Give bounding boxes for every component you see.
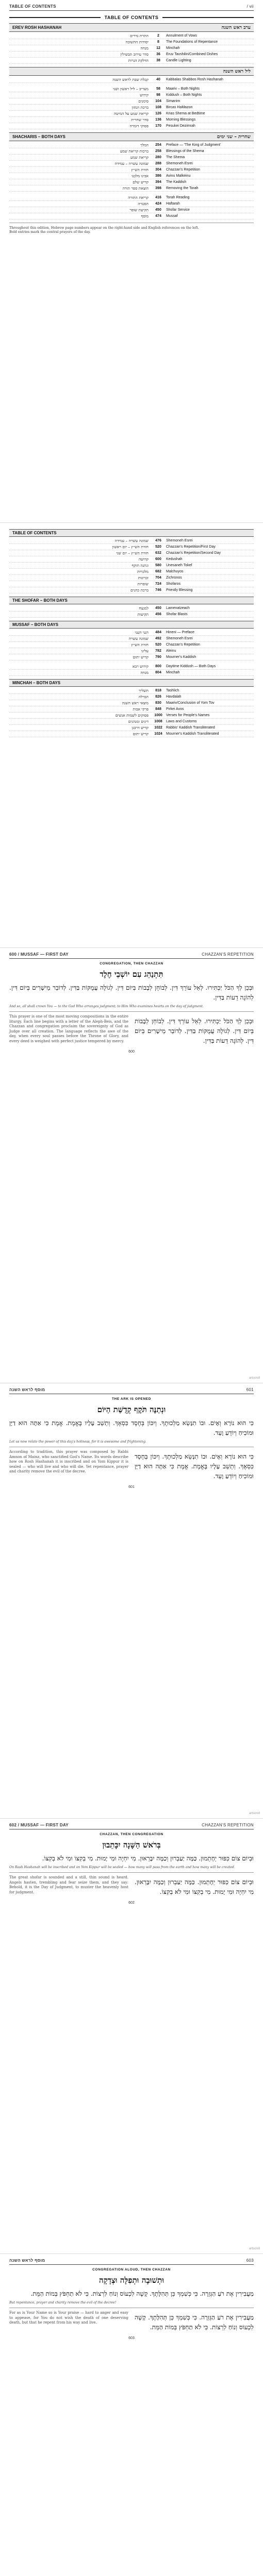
toc-entry-page: 394 [155, 180, 161, 184]
toc-entry-page: 288 [155, 162, 161, 165]
toc-entry[interactable] [9, 33, 254, 39]
toc-section [9, 597, 254, 618]
toc-entry[interactable] [9, 654, 254, 660]
toc-entry-english: Simanim [166, 99, 180, 103]
toc-section [9, 67, 254, 83]
toc-entry-hebrew: ונתנה תוקף [132, 563, 149, 568]
instruction-caption: CONGREGATION, THEN CHAZZAN [100, 962, 163, 965]
toc-entry-hebrew: חזרת הש״ץ – יום ראשון [112, 545, 149, 549]
toc-notes [9, 226, 254, 234]
commentary-columns [9, 1450, 254, 1483]
toc-section [9, 621, 254, 660]
toc-entry-page: 104 [155, 99, 161, 103]
toc-entry-english: Rabbis' Kaddish Transliterated [166, 726, 215, 730]
toc-entry[interactable] [9, 550, 254, 556]
commentary-text: According to tradition, this prayer was composed by Rabbi Amnon of Mainz, who sanctified God's Name. Its words describe how on Rosh Hashanah it is inscribed and on Yom Kippur it is sealed — who will live and who will die. Yet repentance, prayer and charity remove the evil of the decree. [9, 1450, 128, 1473]
toc-entry-english: The Foundations of Repentance [166, 40, 218, 44]
toc-entry-english: Pirkei Avos [166, 707, 184, 711]
toc-entry-page: 398 [155, 187, 161, 190]
toc-entry-hebrew: קדיש יתום [133, 732, 149, 736]
toc-entry-hebrew: תשליך [138, 688, 149, 693]
toc-entry[interactable] [9, 45, 254, 52]
toc-entry[interactable] [9, 556, 254, 563]
toc-entry-hebrew: מנחה [140, 670, 149, 675]
toc-entry-english: Verses for People's Names [166, 714, 210, 717]
toc-entry[interactable] [9, 161, 254, 167]
toc-entry-english: Avinu Malkeinu [166, 174, 191, 178]
toc-entry-hebrew: המלך [140, 143, 149, 147]
toc-page [0, 0, 263, 523]
toc-entry[interactable] [9, 92, 254, 98]
toc-entry-page: 682 [155, 570, 161, 573]
instruction-caption: CHAZZAN, THEN CONGREGATION [100, 1833, 163, 1836]
running-head-left: 602 / MUSSAF — FIRST DAY [9, 1823, 69, 1827]
toc-entry-english: Haftarah [166, 202, 180, 206]
toc-entry[interactable] [9, 142, 254, 148]
section-title-en: EREV ROSH HASHANAH [12, 25, 62, 30]
toc-entry-page: 746 [155, 588, 161, 592]
toc-entry[interactable] [9, 700, 254, 706]
toc-entry-page: 58 [156, 87, 160, 91]
toc-entry-page: 254 [155, 143, 161, 147]
toc-entry[interactable] [9, 86, 254, 92]
toc-entry-hebrew: ברכת כהנים [130, 588, 149, 592]
toc-entry[interactable] [9, 725, 254, 731]
toc-entry-page: 830 [155, 701, 161, 705]
toc-entry-hebrew: קדושה [138, 557, 149, 562]
toc-entry[interactable] [9, 155, 254, 161]
toc-entry-english: Pesukei Dezimrah [166, 124, 195, 128]
toc-entry-hebrew: שמונה עשרה – עמידה [114, 161, 149, 166]
section-title [9, 597, 254, 604]
toc-entry-page: 456 [155, 613, 161, 616]
instruction-caption: CONGREGATION ALOUD, THEN CHAZZAN [92, 2268, 171, 2272]
prayer-translation: And so, all shall crown You — to the God Who arranges judgment; to Him Who examines hearts on the day of judgment. [9, 1005, 204, 1008]
toc-entry-english: Shemoneh Esrei [166, 162, 193, 165]
section-title [9, 679, 254, 687]
toc-entry-hebrew: סדר עירוב תבשילין [120, 52, 149, 57]
toc-entry-hebrew: זכרונות [138, 575, 149, 580]
toc-entry-hebrew: קריאת שמע [130, 155, 149, 160]
running-head [9, 1822, 254, 1829]
section-title-en: SHACHARIS – BOTH DAYS [12, 134, 65, 139]
toc-entry-hebrew: פסוקים לשמות אנשים [115, 713, 149, 718]
prayer-pages [0, 948, 263, 2576]
toc-entry-hebrew: הוצאת ספר תורה [122, 186, 149, 191]
toc-entry[interactable] [9, 123, 254, 129]
instruction-caption: THE ARK IS OPENED [111, 1397, 152, 1401]
prayer-translation: But repentance, prayer and charity remove the evil of the decree! [9, 2301, 117, 2304]
toc-entry-hebrew: חזרת הש״ץ [131, 642, 149, 647]
toc-entry-page: 280 [155, 156, 161, 159]
toc-entry-english: Krias Shema at Bedtime [166, 112, 205, 115]
toc-entry-hebrew: קידוש רבא [133, 664, 149, 669]
toc-entry-hebrew: פרקי אבות [133, 707, 149, 711]
toc-entry-page: 1024 [154, 732, 162, 736]
toc-entry-page: 136 [155, 118, 161, 122]
toc-entry[interactable] [9, 648, 254, 654]
toc-section [9, 529, 254, 594]
toc-entry[interactable] [9, 706, 254, 713]
toc-entry[interactable] [9, 195, 254, 201]
toc-entry-english: Maariv/Conclusion of Yom Tov [166, 701, 215, 705]
toc-entry[interactable] [9, 563, 254, 569]
toc-entry-page: 520 [155, 545, 161, 549]
toc-entry[interactable] [9, 569, 254, 575]
toc-entry-english: Torah Reading [166, 196, 190, 199]
section-title [9, 23, 254, 32]
toc-entry-english: Chazzan's Repetition [166, 168, 200, 172]
toc-entry[interactable] [9, 694, 254, 700]
toc-list-2 [9, 529, 254, 737]
toc-entry[interactable] [9, 581, 254, 587]
toc-entry-hebrew: קריאת שמע על המיטה [113, 111, 149, 116]
toc-entry[interactable] [9, 173, 254, 179]
toc-entry-english: Daytime Kiddush — Both Days [166, 665, 216, 668]
toc-entry-hebrew: התרת נדרים [130, 33, 149, 38]
toc-entry[interactable] [9, 612, 254, 618]
toc-entry-english: Minchah [166, 671, 180, 674]
prayer-page [0, 1819, 263, 2254]
toc-entry-page: 450 [155, 606, 161, 610]
toc-entry-english: Kedushah [166, 557, 183, 561]
toc-entry-page: 474 [155, 214, 161, 218]
toc-entry-hebrew: תקיעות [137, 612, 149, 617]
toc-entry-english: Kabbalas Shabbos Rosh Hashanah [166, 78, 223, 81]
section-title-he: שחרית – שני ימים [217, 134, 251, 140]
toc-entry-hebrew: סדר שחרית [131, 117, 149, 122]
toc-entry-hebrew: מוסף [141, 214, 149, 218]
toc-entry-english: Bircas HaMazon [166, 106, 193, 109]
toc-entry-english: Unesaneh Tokef [166, 564, 192, 567]
toc-entry-page: 38 [156, 59, 160, 62]
section-title [9, 621, 254, 629]
toc-entry-english: Shofar Service [166, 208, 190, 212]
toc-entry-hebrew: הפטרה [138, 201, 149, 206]
toc-entry-page: 416 [155, 196, 161, 199]
prayer-text-hebrew-2: וּבְיוֹם צוֹם כִּפּוּר יֵחָתֵמוּן. כַּמָּה יַעַבְרוּן וְכַמָּה יִבָּרֵאוּן. מִי יִחְיֶה וּמִי יָמוּת. מִי בְקִצּוֹ וּמִי לֹא בְקִצּוֹ. [135, 1878, 254, 1895]
section-title-he: ליל ראש השנה [223, 69, 251, 74]
toc-entry-english: Mourner's Kaddish Transliterated [166, 732, 219, 736]
toc-entry-english: Preface — 'The King of Judgment' [166, 143, 221, 147]
running-head [9, 951, 254, 959]
toc-entry-page: 600 [155, 557, 161, 561]
toc-entry-page: 386 [155, 174, 161, 178]
toc-entry-page: 790 [155, 655, 161, 659]
toc-entry-page: 580 [155, 564, 161, 567]
toc-entry-english: Lamenatzeach [166, 606, 190, 610]
toc-entry-english: Shofar Blasts [166, 613, 188, 616]
toc-entry-hebrew: דינים ומנהגים [128, 719, 149, 724]
toc-entry-page: 8 [157, 40, 159, 44]
toc-entry[interactable] [9, 111, 254, 117]
toc-entry[interactable] [9, 179, 254, 185]
divider [9, 1872, 254, 1873]
toc-entry[interactable] [9, 713, 254, 719]
toc-entry-page: 782 [155, 649, 161, 653]
toc-entry-english: The Kaddish [166, 180, 187, 184]
toc-entry-hebrew: פסוקי דזמרה [129, 124, 149, 128]
toc-entry[interactable] [9, 148, 254, 155]
toc-entry[interactable] [9, 544, 254, 550]
divider [9, 17, 101, 18]
toc-page-2 [0, 523, 263, 948]
toc-entry-hebrew: ברכות קריאת שמע [120, 149, 149, 154]
toc-entry-page: 170 [155, 124, 161, 128]
toc-entry[interactable] [9, 98, 254, 105]
toc-entry[interactable] [9, 58, 254, 64]
toc-entry-hebrew: חזרת הש״ץ [131, 167, 149, 172]
toc-entry-page: 1008 [154, 720, 162, 723]
toc-entry[interactable] [9, 636, 254, 642]
toc-section [9, 23, 254, 64]
toc-section [9, 679, 254, 737]
toc-entry-hebrew: למנצח [139, 606, 149, 611]
toc-title-text: TABLE OF CONTENTS [104, 15, 159, 20]
toc-entry-page: 12 [156, 46, 160, 50]
toc-note: Bold entries mark the central prayers of the day. [9, 230, 91, 234]
toc-entry-english: Mussaf [166, 214, 178, 218]
page-number: 600 [128, 1050, 135, 1054]
page-number: 602 [128, 1901, 135, 1905]
toc-entry-english: Blessings of the Shema [166, 149, 204, 153]
section-title [9, 132, 254, 141]
prayer-text-hebrew: מַעֲבִירִין אֶת רֹעַ הַגְּזֵרָה. כִּי כְּשִׁמְךָ כֵּן תְּהִלָּתֶךָ. קָשֶׁה לִכְעוֹס וְנוֹחַ לִרְצוֹת. כִּי לֹא תַחְפֹּץ בְּמוֹת הַמֵּת. [30, 2290, 254, 2297]
toc-entry-english: The Shema [166, 156, 185, 159]
prayer-translation: On Rosh Hashanah will be inscribed and on Yom Kippur will be sealed — how many will pass from the earth and how many will be created. [9, 1866, 235, 1869]
toc-entry-hebrew: קדיש דרבנן [132, 725, 149, 730]
commentary-columns [9, 2311, 254, 2334]
toc-entry-hebrew: מנחה [140, 46, 149, 50]
running-head-left: מוסף לראש השנה [9, 1387, 45, 1392]
running-head-right: CHAZZAN'S REPETITION [202, 1823, 254, 1827]
toc-entry-english: Eruv Tavshilin/Combined Dishes [166, 53, 218, 56]
toc-entry-hebrew: תקיעת שופר [129, 208, 149, 212]
toc-entry-english: Shemoneh Esrei [166, 637, 193, 640]
commentary-text: This prayer is one of the most moving compositions in the entire liturgy. Each line begins with a letter of the Aleph-Beis, and the Chazzan and congregation proclaim the sovereignty of God as Judge over all creation. The language reflects the awe of the day, when every soul passes before the Throne of Glory, and every deed is weighed with perfect justice tempered by mercy. [9, 1014, 128, 1043]
toc-entry-hebrew: סימנים [138, 99, 149, 104]
toc-entry-hebrew: יסודות התשובה [125, 40, 149, 44]
toc-entry[interactable] [9, 688, 254, 694]
toc-entry[interactable] [9, 605, 254, 612]
section-title-en: TABLE OF CONTENTS [12, 531, 57, 535]
toc-entry[interactable] [9, 731, 254, 737]
toc-entry-hebrew: מעריב – ליל ראשון ושני [112, 87, 149, 91]
prayer-title-hebrew: וּנְתַנֶּה תֹּקֶף קְדֻשַּׁת הַיּוֹם [97, 1405, 166, 1414]
toc-entry-hebrew: אבינו מלכנו [132, 174, 149, 178]
toc-entry-english: Minchah [166, 46, 180, 50]
prayer-page [0, 2254, 263, 2576]
toc-entry[interactable] [9, 587, 254, 594]
toc-note: Throughout this edition, Hebrew page numbers appear on the right-hand side and English references on the left. [9, 226, 199, 230]
toc-entry-page: 450 [155, 208, 161, 212]
running-head-left: TABLE OF CONTENTS [9, 4, 56, 9]
toc-entry-page: 704 [155, 576, 161, 580]
toc-entry[interactable] [9, 670, 254, 676]
toc-entry-english: Shofaros [166, 582, 181, 586]
prayer-page [0, 1383, 263, 1819]
section-title-en: MINCHAH – BOTH DAYS [12, 681, 61, 685]
toc-entry-hebrew: מלכויות [137, 569, 149, 574]
section-title-he: ערב ראש השנה [221, 25, 251, 30]
toc-entry-page: 126 [155, 112, 161, 115]
toc-entry-english: Havdalah [166, 695, 182, 699]
toc-entry-page: 800 [155, 665, 161, 668]
toc-entry-english: Chazzan's Repetition/Second Day [166, 551, 221, 555]
toc-section [9, 195, 254, 219]
toc-entry[interactable] [9, 213, 254, 219]
section-title-en: MUSSAF – BOTH DAYS [12, 622, 59, 627]
toc-entry[interactable] [9, 538, 254, 544]
toc-entry-hebrew: הדלקת הנרות [128, 58, 149, 63]
section-title [9, 529, 254, 537]
running-head [9, 2257, 254, 2265]
running-head [9, 1386, 254, 1394]
toc-entry-english: Annulment of Vows [166, 34, 197, 38]
toc-entry-page: 258 [155, 149, 161, 153]
commentary-text: For as is Your Name so is Your praise — hard to anger and easy to appease, for You do not wish the death of one deserving death, but that he repent from his way and live. [9, 2311, 128, 2325]
toc-entry[interactable] [9, 167, 254, 173]
prayer-text-hebrew: וּבְיוֹם צוֹם כִּפּוּר יֵחָתֵמוּן. כַּמָּה יַעַבְרוּן וְכַמָּה יִבָּרֵאוּן. מִי יִחְיֶה וּמִי יָמוּת. מִי בְקִצּוֹ וּמִי לֹא בְקִצּוֹ. [42, 1855, 254, 1862]
toc-entry-page: 484 [155, 631, 161, 634]
prayer-title-hebrew: בְּרֹאשׁ הַשָּׁנָה יִכָּתֵבוּן [102, 1840, 161, 1850]
toc-entry-english: Removing the Torah [166, 187, 199, 190]
commentary-columns [9, 1014, 254, 1048]
prayer-text-hebrew: כִּי הוּא נוֹרָא וְאָיֹם. וּבוֹ תִנָּשֵׂא מַלְכוּתֶךָ. וְיִכּוֹן בְּחֶסֶד כִּסְאֶךָ. וְתֵשֵׁב עָלָיו בֶּאֱמֶת. אֱמֶת כִּי אַתָּה הוּא דַיָּן וּמוֹכִיחַ וְיוֹדֵעַ וָעֵד. [9, 1419, 254, 1436]
toc-entry-page: 1000 [154, 714, 162, 717]
toc-entry-page: 1022 [154, 726, 162, 730]
toc-entry-page: 492 [155, 637, 161, 640]
toc-entry-hebrew: שופרות [137, 582, 149, 586]
toc-section [9, 664, 254, 676]
watermark: artscroll [249, 1377, 260, 1380]
toc-entry-english: Zichronos [166, 576, 182, 580]
toc-entry-english: Mourner's Kaddish [166, 655, 196, 659]
page-number: 601 [128, 1485, 135, 1489]
toc-entry[interactable] [9, 207, 254, 213]
running-head [9, 3, 254, 11]
toc-entry-hebrew: שמונה עשרה [128, 636, 149, 641]
divider [162, 17, 254, 18]
toc-entry-page: 36 [156, 53, 160, 56]
toc-entry-hebrew: הבדלה [138, 694, 149, 699]
toc-entry[interactable] [9, 117, 254, 123]
toc-entry-english: Maariv – Both Nights [166, 87, 200, 91]
prayer-text-hebrew-2: וּבְכֵן לְךָ הַכֹּל יַכְתִּירוּ. לְאֵל עוֹרֵךְ דִּין. לְבוֹחֵן לְבָבוֹת בְּיוֹם דִּין. לְגוֹלֶה עֲמֻקּוֹת בַּדִּין. לְדוֹבֵר מֵישָׁרִים בְּיוֹם דִּין. לְהוֹגֶה דֵעוֹת בַּדִּין. [135, 1018, 254, 1044]
prayer-text-hebrew: וּבְכֵן לְךָ הַכֹּל יַכְתִּירוּ. לְאֵל עוֹרֵךְ דִּין. לְבוֹחֵן לְבָבוֹת בְּיוֹם דִּין. לְגוֹלֶה עֲמֻקּוֹת בַּדִּין. לְדוֹבֵר מֵישָׁרִים בְּיוֹם דִּין. לְהוֹגֶה דֵעוֹת בַּדִּין. [9, 984, 254, 1001]
toc-entry-hebrew: קבלת שבת לראש השנה [112, 77, 149, 82]
toc-entry-english: Shemoneh Esrei [166, 539, 193, 543]
toc-entry-page: 108 [155, 106, 161, 109]
prayer-page [0, 948, 263, 1383]
toc-entry[interactable] [9, 185, 254, 192]
toc-entry-page: 848 [155, 707, 161, 711]
toc-entry[interactable] [9, 642, 254, 648]
toc-entry-english: Kiddush – Both Nights [166, 93, 202, 97]
toc-entry-hebrew: הנני העני [135, 630, 149, 635]
toc-entry-hebrew: חזרת הש״ץ – יום שני [116, 551, 149, 555]
toc-entry[interactable] [9, 575, 254, 581]
toc-entry-english: Hineni — Preface [166, 631, 194, 634]
section-title [9, 67, 254, 76]
toc-entry-page: 304 [155, 168, 161, 172]
running-head-left: 600 / MUSSAF — FIRST DAY [9, 952, 69, 957]
toc-entry[interactable] [9, 39, 254, 45]
running-head-right: 603 [246, 2258, 254, 2263]
prayer-title-hebrew: וּתְשׁוּבָה וּתְפִלָּה וּצְדָקָה [98, 2276, 165, 2285]
toc-entry-page: 424 [155, 202, 161, 206]
running-head-right: / vii [246, 4, 254, 9]
watermark: artscroll [249, 2247, 260, 2250]
toc-entry-english: Tashlich [166, 689, 179, 692]
toc-entry-page: 40 [156, 78, 160, 81]
toc-entry[interactable] [9, 201, 254, 207]
toc-entry-hebrew: קדיש שלם [133, 180, 149, 184]
toc-entry-hebrew: קריאת התורה [128, 195, 149, 200]
toc-entry-page: 724 [155, 582, 161, 586]
prayer-text-hebrew-2: כִּי הוּא נוֹרָא וְאָיֹם. וּבוֹ תִנָּשֵׂא מַלְכוּתֶךָ. וְיִכּוֹן בְּחֶסֶד כִּסְאֶךָ. וְתֵשֵׁב עָלָיו בֶּאֱמֶת. אֱמֶת כִּי אַתָּה הוּא דַיָּן וּמוֹכִיחַ וְיוֹדֵעַ וָעֵד. [135, 1453, 254, 1480]
commentary-text: The great shofar is sounded and a still, thin sound is heard. Angels hasten, trembling and fear seize them, and they say: Behold, it is the Day of Judgment, to muster the heavenly host for judgment. [9, 1875, 128, 1894]
toc-entry-page: 804 [155, 671, 161, 674]
running-head-right: 601 [246, 1387, 254, 1392]
toc-entry[interactable] [9, 77, 254, 83]
toc-entry-page: 476 [155, 539, 161, 543]
running-head-right: CHAZZAN'S REPETITION [202, 952, 254, 957]
prayer-translation: Let us now relate the power of this day's holiness, for it is awesome and frightening. [9, 1440, 146, 1444]
toc-entry-page: 818 [155, 689, 161, 692]
running-head-left: מוסף לראש השנה [9, 2258, 45, 2263]
divider [9, 1011, 254, 1012]
toc-entry-hebrew: עלינו [141, 649, 149, 653]
toc-entry[interactable] [9, 719, 254, 725]
toc-entry-english: Aleinu [166, 649, 176, 653]
toc-entry-english: Laws and Customs [166, 720, 197, 723]
toc-title [9, 15, 254, 20]
toc-entry[interactable] [9, 105, 254, 111]
commentary-columns [9, 1875, 254, 1899]
watermark: artscroll [249, 1812, 260, 1815]
toc-entry-page: 632 [155, 551, 161, 555]
toc-list [9, 23, 254, 219]
toc-entry-hebrew: ברכת המזון [132, 105, 149, 110]
toc-section [9, 86, 254, 129]
toc-section [9, 132, 254, 192]
page-number: 603 [128, 2336, 135, 2340]
toc-entry-english: Chazzan's Repetition/First Day [166, 545, 216, 549]
toc-entry-hebrew: שמונה עשרה – עמידה [114, 538, 149, 543]
toc-entry[interactable] [9, 664, 254, 670]
toc-entry-english: Malchuyos [166, 570, 184, 573]
toc-entry[interactable] [9, 52, 254, 58]
toc-entry-english: Morning Blessings [166, 118, 196, 122]
toc-entry-hebrew: קידוש [140, 93, 149, 97]
toc-entry-page: 2 [157, 34, 159, 38]
toc-entry-page: 98 [156, 93, 160, 97]
toc-entry-hebrew: מוצאי ראש השנה [122, 701, 149, 705]
prayer-title-hebrew: תִּתְנַהֵג עִם יוֹשְׁבֵי חֶלֶד [100, 970, 163, 979]
toc-entry-english: Priestly Blessing [166, 588, 193, 592]
prayer-text-hebrew-2: מַעֲבִירִין אֶת רֹעַ הַגְּזֵרָה. כִּי כְּשִׁמְךָ כֵּן תְּהִלָּתֶךָ. קָשֶׁה לִכְעוֹס וְנוֹחַ לִרְצוֹת. כִּי לֹא תַחְפֹּץ בְּמוֹת הַמֵּת. [135, 2314, 254, 2331]
toc-entry-hebrew: קדיש יתום [133, 655, 149, 659]
toc-entry-page: 826 [155, 695, 161, 699]
toc-entry-english: Chazzan's Repetition [166, 643, 200, 647]
toc-entry-page: 520 [155, 643, 161, 647]
toc-entry[interactable] [9, 630, 254, 636]
toc-entry-english: Candle Lighting [166, 59, 191, 62]
section-title-en: THE SHOFAR – BOTH DAYS [12, 598, 68, 603]
